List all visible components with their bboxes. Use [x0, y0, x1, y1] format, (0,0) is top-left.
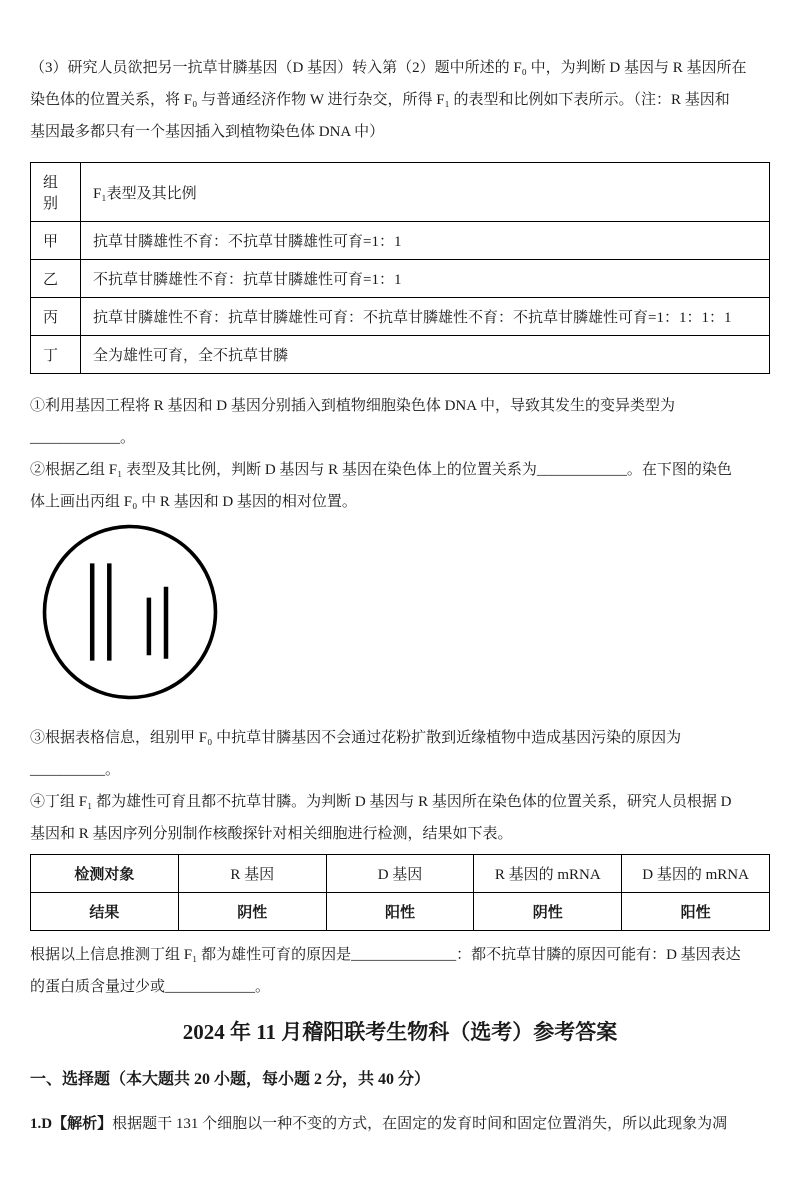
chromosome-diagram: [40, 522, 220, 702]
blank-line: ____________。: [30, 430, 136, 446]
probe-detection-table: [30, 854, 770, 931]
text-line: 根据以上信息推测丁组 F₁ 都为雄性可育的原因是______________：都不抗草甘膦的原因可能有：D 基因表达: [30, 947, 741, 963]
question-3-sub4: [30, 786, 770, 850]
text-line: 体上画出丙组 F₀ 中 R 基因和 D 基因的相对位置。: [30, 494, 357, 510]
phenotype-cell: 抗草甘膦雄性不育：不抗草甘膦雄性可育=1：1: [81, 222, 770, 260]
question-3-sub1: [30, 390, 770, 454]
header-cell: D 基因: [326, 855, 474, 893]
header-cell: R 基因: [178, 855, 326, 893]
answer-item-1: [30, 1113, 770, 1135]
text-line: ①利用基因工程将 R 基因和 D 基因分别插入到植物细胞染色体 DNA 中，导致其发生的变异类型为: [30, 398, 676, 414]
table-row: [31, 222, 770, 260]
group-cell: 丙: [31, 298, 81, 336]
header-cell: D 基因的 mRNA: [622, 855, 770, 893]
table-row: [31, 298, 770, 336]
answer-explanation-text: 根据题干 131 个细胞以一种不变的方式，在固定的发育时间和固定位置消失，所以此现象为凋: [112, 1116, 728, 1132]
group-cell: 丁: [31, 336, 81, 374]
text-line: ④丁组 F₁ 都为雄性可育且都不抗草甘膦。为判断 D 基因与 R 基因所在染色体的位置关系，研究人员根据 D: [30, 794, 732, 810]
header-cell: R 基因的 mRNA: [474, 855, 622, 893]
group-cell: 甲: [31, 222, 81, 260]
phenotype-cell: F₁表型及其比例: [81, 163, 770, 222]
text-line: 的蛋白质含量过少或____________。: [30, 979, 271, 995]
text-line: 基因最多都只有一个基因插入到植物染色体 DNA 中）: [30, 124, 385, 140]
table-header-row: [31, 855, 770, 893]
phenotype-cell: 全为雄性可育，全不抗草甘膦: [81, 336, 770, 374]
table-row: [31, 163, 770, 222]
result-cell: 阳性: [326, 893, 474, 931]
result-cell: 阴性: [178, 893, 326, 931]
question-3-sub3: [30, 722, 770, 786]
text-line: 染色体的位置关系，将 F₀ 与普通经济作物 W 进行杂交，所得 F₁ 的表型和比例如下表所示。（注：R 基因和: [30, 92, 730, 108]
table-result-row: [31, 893, 770, 931]
answer-number-label: 1.D【解析】: [30, 1116, 113, 1132]
cell-outline: [45, 527, 216, 698]
text-line: 基因和 R 基因序列分别制作核酸探针对相关细胞进行检测，结果如下表。: [30, 826, 513, 842]
group-cell: 乙: [31, 260, 81, 298]
text-line: ②根据乙组 F₁ 表型及其比例，判断 D 基因与 R 基因在染色体上的位置关系为____________。在下图的染色: [30, 462, 732, 478]
answer-key-title: 2024 年 11 月稽阳联考生物科（选考）参考答案: [182, 1020, 618, 1044]
blank-line: __________。: [30, 762, 121, 778]
f1-phenotype-ratio-table: [30, 162, 770, 374]
text-line: （3）研究人员欲把另一抗草甘膦基因（D 基因）转入第（2）题中所述的 F₀ 中，为判断 D 基因与 R 基因所在: [30, 60, 747, 76]
phenotype-cell: 抗草甘膦雄性不育：抗草甘膦雄性可育：不抗草甘膦雄性不育：不抗草甘膦雄性可育=1：1：1：1: [81, 298, 770, 336]
question-3-intro: [30, 52, 770, 148]
result-cell: 阴性: [474, 893, 622, 931]
table-row: [31, 336, 770, 374]
header-cell: 检测对象: [31, 855, 179, 893]
result-cell: 阳性: [622, 893, 770, 931]
phenotype-cell: 不抗草甘膦雄性不育：抗草甘膦雄性可育=1：1: [81, 260, 770, 298]
question-3-sub2: [30, 454, 770, 518]
question-3-conclusion: [30, 939, 770, 1003]
group-cell: 组别: [31, 163, 81, 222]
table-row: [31, 260, 770, 298]
text-line: ③根据表格信息，组别甲 F₀ 中抗草甘膦基因不会通过花粉扩散到近缘植物中造成基因污染的原因为: [30, 730, 682, 746]
section-1-heading: 一、选择题（本大题共 20 小题，每小题 2 分，共 40 分）: [30, 1071, 431, 1088]
result-label-cell: 结果: [31, 893, 179, 931]
